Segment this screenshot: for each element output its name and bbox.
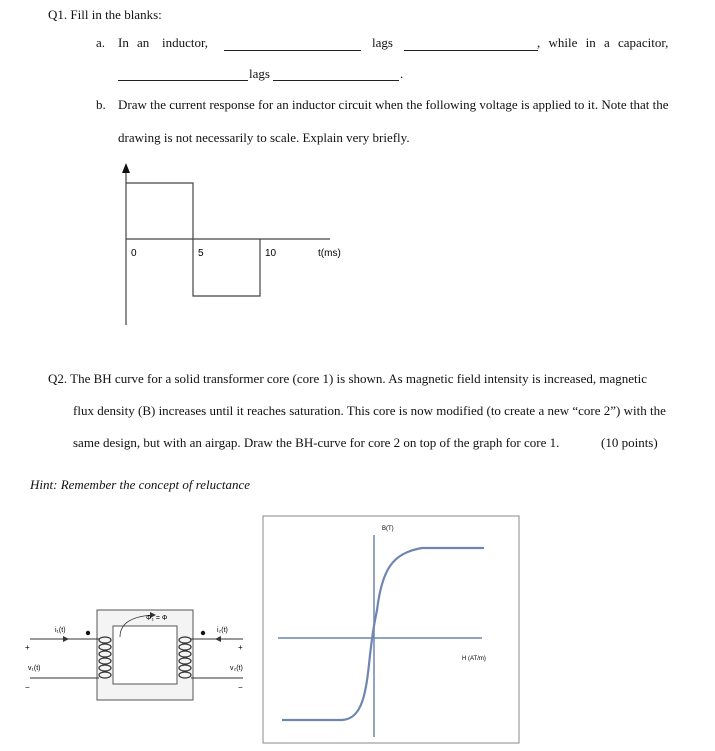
q2-line2: flux density (B) increases until it reaches saturation. This core is now modified (to create a new “core 2”) with the [73, 403, 666, 418]
q1b-line1: Draw the current response for an inductor circuit when the following voltage is applied to it. Note that the [118, 97, 669, 112]
tick-10: 10 [265, 248, 277, 259]
b-axis-label: B(T) [382, 526, 394, 532]
tick-5: 5 [198, 248, 204, 259]
i2-label: i₂(t) [217, 627, 228, 634]
h-axis-label: H (AT/m) [462, 656, 486, 662]
blank-2[interactable] [404, 50, 538, 51]
q1-title: Q1. Fill in the blanks: [48, 7, 162, 22]
blank-3[interactable] [118, 80, 248, 81]
q1b-line2: drawing is not necessarily to scale. Explain very briefly. [118, 130, 410, 145]
v1-minus: − [25, 683, 30, 692]
q1a-lags-1: lags [372, 35, 393, 50]
waveform-y-arrow [122, 163, 130, 173]
q2-line1: Q2. The BH curve for a solid transformer core (core 1) is shown. As magnetic field intensity is increased, magnetic [48, 371, 648, 386]
q1a-word-in: In [118, 35, 129, 50]
bh-curve-chart [262, 515, 522, 745]
q1a-word-an: an [137, 35, 150, 50]
tick-0: 0 [131, 248, 137, 259]
transformer-diagram [25, 595, 285, 707]
primary-dot [86, 631, 90, 635]
hint: Hint: Remember the concept of reluctance [30, 477, 251, 492]
q1a-marker: a. [96, 35, 106, 50]
q1a-while-capacitor: , while in a capacitor, [537, 35, 669, 50]
voltage-waveform [80, 155, 380, 335]
q1b-marker: b. [96, 97, 106, 112]
q2-points: (10 points) [601, 435, 658, 450]
i1-arrow [63, 636, 69, 642]
v1-plus: + [25, 643, 30, 652]
q1a-lags-2: lags [249, 66, 270, 81]
v2-label: v₂(t) [230, 665, 243, 672]
blank-4[interactable] [273, 80, 399, 81]
q1a-word-inductor: inductor, [162, 35, 209, 50]
i2-arrow [215, 636, 221, 642]
waveform-positive-pulse [126, 183, 193, 239]
q1a-period: . [400, 66, 404, 81]
core-window [113, 626, 177, 684]
secondary-dot [201, 631, 205, 635]
v1-label: v₁(t) [28, 665, 41, 672]
flux-label: Φ₁ = Φ [146, 615, 168, 622]
blank-1[interactable] [224, 50, 361, 51]
waveform-xlabel: t(ms) [318, 248, 341, 259]
i1-label: i₁(t) [55, 627, 66, 634]
v2-minus: − [238, 683, 243, 692]
v2-plus: + [238, 643, 243, 652]
q2-line3: same design, but with an airgap. Draw the BH-curve for core 2 on top of the graph for core 1. [73, 435, 560, 450]
chart-frame [263, 516, 519, 743]
